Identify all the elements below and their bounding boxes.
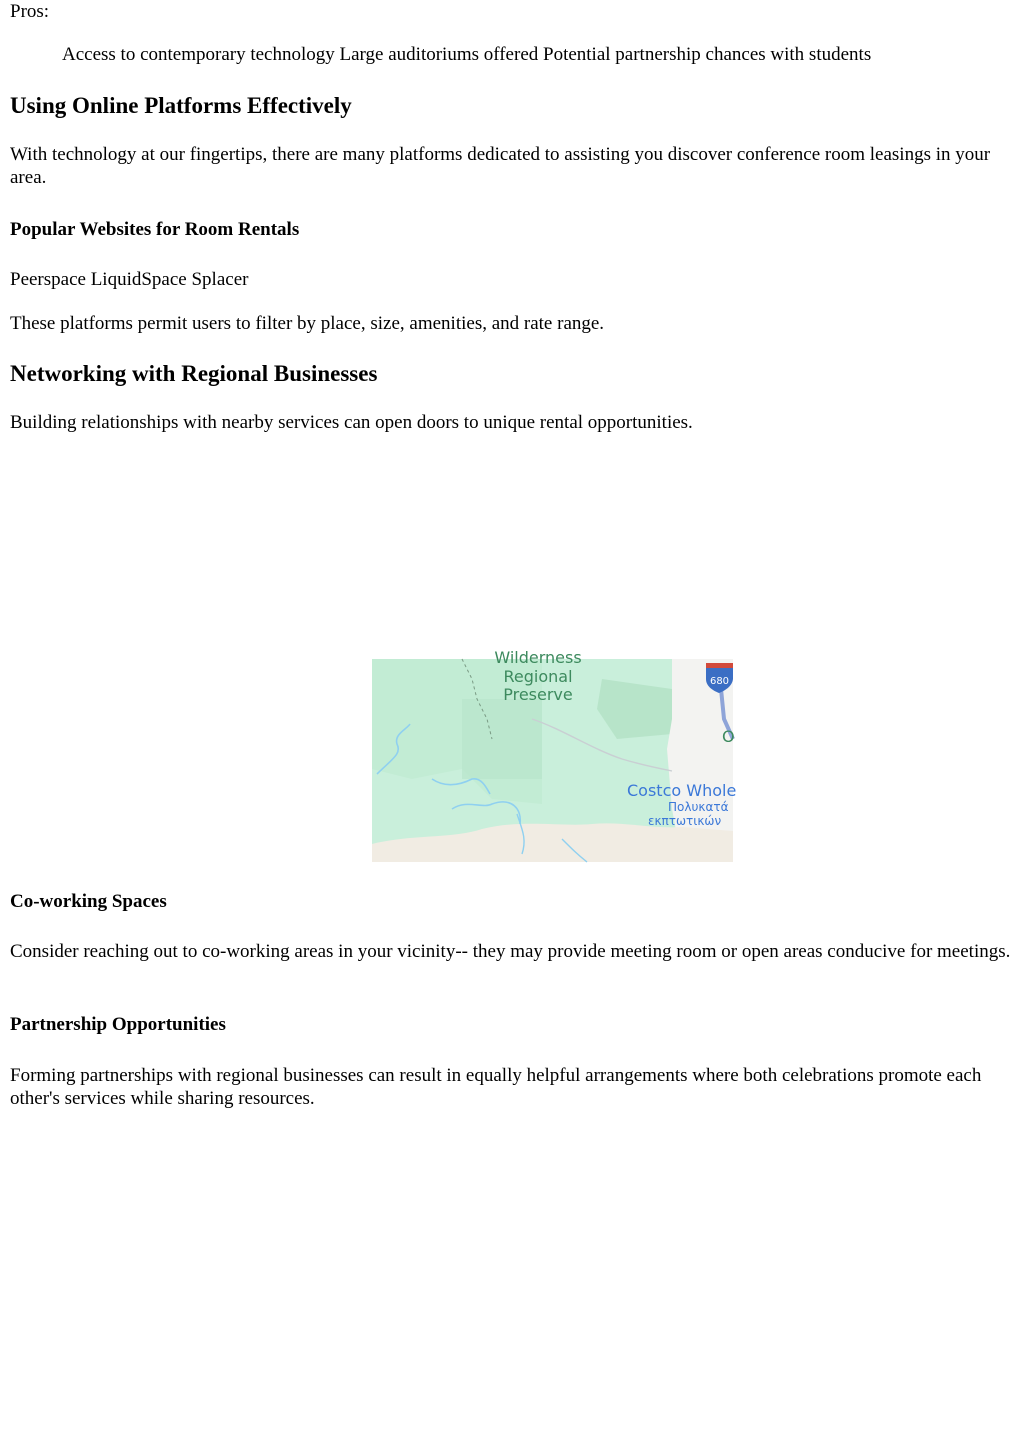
- map-label-edge: O: [722, 727, 735, 746]
- subheading-coworking: Co-working Spaces: [10, 891, 167, 912]
- pros-list: Access to contemporary technology Large auditoriums offered Potential partnership chances with students: [62, 44, 872, 65]
- map-label-preserve: Preserve: [503, 685, 573, 704]
- networking-intro: Building relationships with nearby services can open doors to unique rental opportunities.: [10, 412, 693, 433]
- subheading-partnership: Partnership Opportunities: [10, 1014, 226, 1035]
- online-platforms-intro: With technology at our fingertips, there are many platforms dedicated to assisting you discover conference room leasings in your area.: [10, 144, 991, 188]
- section-heading-networking: Networking with Regional Businesses: [10, 361, 378, 386]
- filter-note: These platforms permit users to filter by place, size, amenities, and rate range.: [10, 313, 605, 334]
- map-label-costco-greek-1: Πολυκατά: [668, 800, 729, 814]
- map-label-costco: Costco Whole: [627, 781, 737, 800]
- map-label-wilderness: Wilderness: [494, 648, 582, 667]
- websites-list: Peerspace LiquidSpace Splacer: [10, 269, 249, 290]
- subheading-popular-websites: Popular Websites for Room Rentals: [10, 219, 300, 240]
- pros-label: Pros:: [10, 1, 50, 22]
- map-image: [372, 648, 737, 862]
- partnership-text: Forming partnerships with regional businesses can result in equally helpful arrangements where both celebrations promote each other's services while sharing resources.: [10, 1065, 982, 1109]
- map-label-costco-greek-2: εκπτωτικών: [648, 814, 722, 828]
- coworking-text: Consider reaching out to co-working areas in your vicinity-- they may provide meeting room or open areas conducive for meetings.: [10, 941, 1011, 962]
- section-heading-online-platforms: Using Online Platforms Effectively: [10, 93, 352, 118]
- map-label-regional: Regional: [503, 667, 573, 686]
- highway-shield-label: 680: [709, 676, 730, 687]
